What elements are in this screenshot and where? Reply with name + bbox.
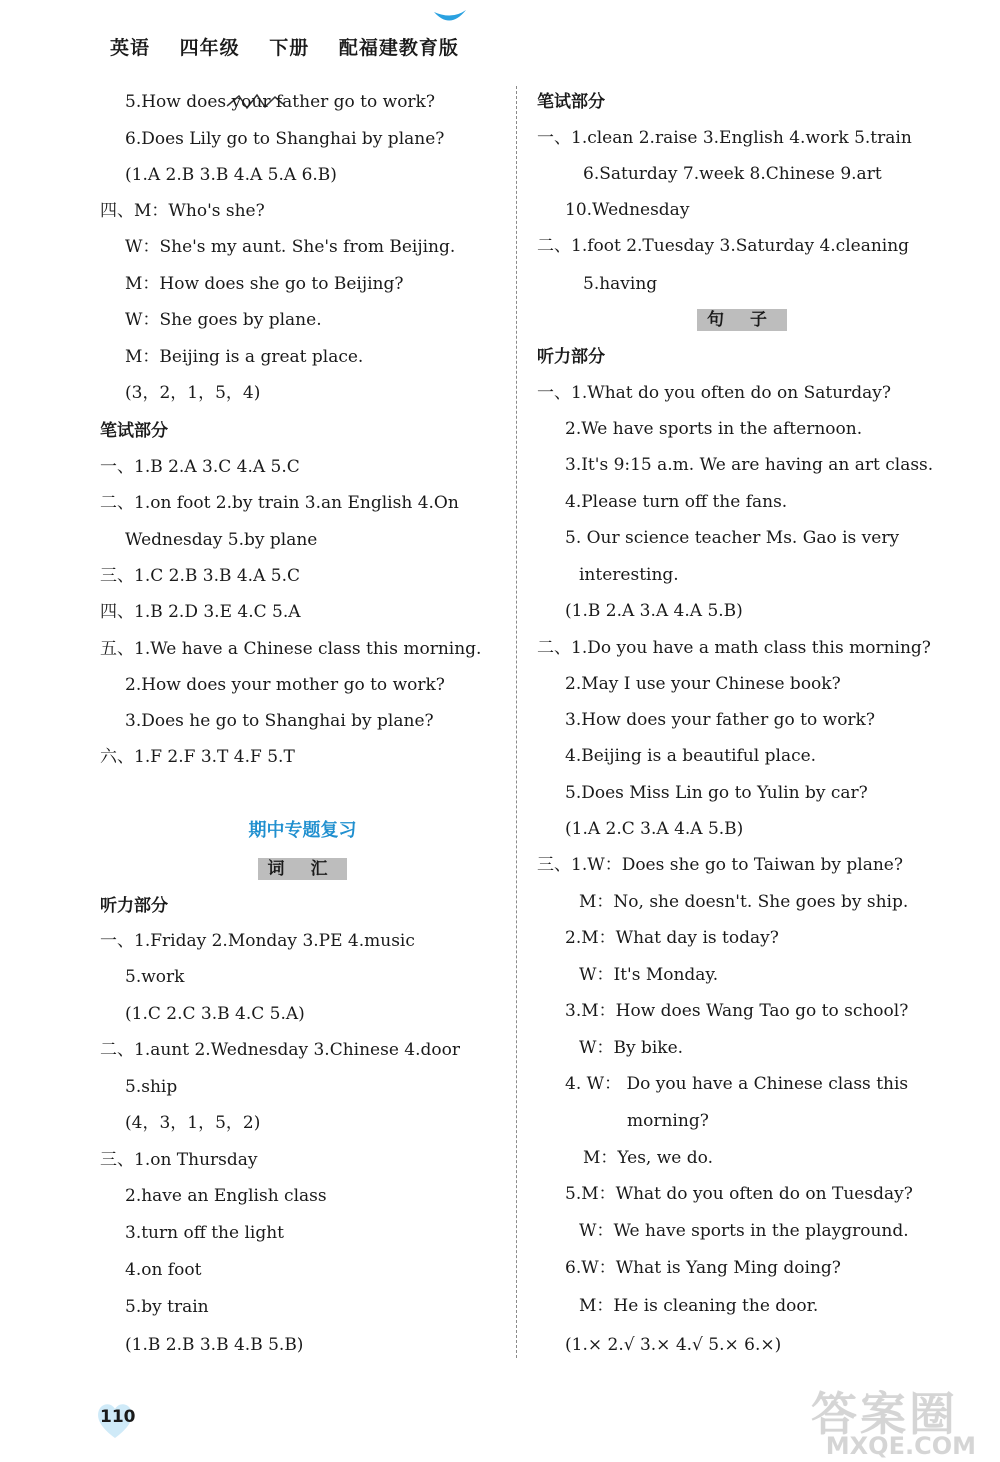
answer-line: 2.How does your mother go to work? bbox=[125, 675, 445, 695]
answer-line: M：No, she doesn't. She goes by ship. bbox=[579, 892, 909, 912]
page-number: 110 bbox=[100, 1407, 136, 1427]
vocabulary-section-tag bbox=[100, 858, 505, 880]
answer-line: W：She's my aunt. She's from Beijing. bbox=[125, 237, 456, 257]
swoosh-logo-icon bbox=[432, 8, 468, 28]
answer-line: 10.Wednesday bbox=[565, 200, 690, 220]
answer-line: 三、1.W：Does she go to Taiwan by plane? bbox=[537, 855, 903, 875]
answer-line: (1.B 2.B 3.B 4.B 5.B) bbox=[125, 1335, 304, 1355]
section-heading: 听力部分 bbox=[100, 896, 168, 916]
answer-line: 二、1.Do you have a math class this morning? bbox=[537, 638, 931, 658]
answer-line: 3.turn off the light bbox=[125, 1223, 284, 1243]
answer-line: 2.May I use your Chinese book? bbox=[565, 674, 841, 694]
header-subject: 英语 bbox=[110, 37, 151, 59]
vocabulary-tag-label: 词 汇 bbox=[258, 858, 348, 880]
answer-line: 5.having bbox=[583, 274, 658, 294]
watermark-logo-text: 答案圈 bbox=[811, 1387, 958, 1441]
answer-line: 二、1.foot 2.Tuesday 3.Saturday 4.cleaning bbox=[537, 236, 910, 256]
answer-line: 一、1.What do you often do on Saturday? bbox=[537, 383, 892, 403]
site-watermark bbox=[780, 1378, 980, 1462]
answer-line: 5.ship bbox=[125, 1077, 178, 1097]
answer-line: 3.How does your father go to work? bbox=[565, 710, 875, 730]
answer-line: 一、1.Friday 2.Monday 3.PE 4.music bbox=[100, 931, 415, 951]
header-grade: 四年级 bbox=[179, 37, 240, 59]
answer-line: 5.Does Miss Lin go to Yulin by car? bbox=[565, 783, 868, 803]
answer-line: 2.have an English class bbox=[125, 1186, 327, 1206]
answer-line: 3.M：How does Wang Tao go to school? bbox=[565, 1001, 909, 1021]
answer-line: 一、1.B 2.A 3.C 4.A 5.C bbox=[100, 457, 300, 477]
answer-line: 5.M：What do you often do on Tuesday? bbox=[565, 1184, 913, 1204]
section-heading: 听力部分 bbox=[537, 347, 605, 367]
answer-line: 6.Does Lily go to Shanghai by plane? bbox=[125, 129, 445, 149]
section-heading: 笔试部分 bbox=[537, 92, 605, 112]
answer-line: (1.C 2.C 3.B 4.C 5.A) bbox=[125, 1004, 305, 1024]
answer-line: 6.Saturday 7.week 8.Chinese 9.art bbox=[583, 164, 882, 184]
answer-line: 5.How does your father go to work? bbox=[125, 92, 435, 112]
answer-line: M：Yes, we do. bbox=[583, 1148, 713, 1168]
answer-line: W：It's Monday. bbox=[579, 965, 719, 985]
answer-line: interesting. bbox=[579, 565, 679, 585]
answer-line: M：He is cleaning the door. bbox=[579, 1296, 819, 1316]
header-term: 下册 bbox=[269, 37, 310, 59]
answer-line: M：Beijing is a great place. bbox=[125, 347, 364, 367]
answer-line: Wednesday 5.by plane bbox=[125, 530, 318, 550]
answer-line: M：How does she go to Beijing? bbox=[125, 274, 404, 294]
answer-line: 二、1.on foot 2.by train 3.an English 4.On bbox=[100, 493, 459, 513]
column-divider bbox=[516, 86, 517, 1358]
section-heading: 笔试部分 bbox=[100, 421, 168, 441]
answer-line: 2.We have sports in the afternoon. bbox=[565, 419, 863, 439]
answer-line: 二、1.aunt 2.Wednesday 3.Chinese 4.door bbox=[100, 1040, 461, 1060]
page-header bbox=[110, 33, 481, 60]
answer-line: 四、1.B 2.D 3.E 4.C 5.A bbox=[100, 602, 301, 622]
answer-line: 3.It's 9:15 a.m. We are having an art class. bbox=[565, 455, 934, 475]
answer-line: 4. W： Do you have a Chinese class this bbox=[565, 1074, 909, 1094]
answer-line: W：She goes by plane. bbox=[125, 310, 322, 330]
header-edition: 配福建教育版 bbox=[338, 37, 459, 59]
answer-line: 5.work bbox=[125, 967, 185, 987]
answer-line: 4.Beijing is a beautiful place. bbox=[565, 746, 817, 766]
answer-line: 5. Our science teacher Ms. Gao is very bbox=[565, 528, 900, 548]
answer-line: 6.W：What is Yang Ming doing? bbox=[565, 1258, 841, 1278]
answer-line: 3.Does he go to Shanghai by plane? bbox=[125, 711, 434, 731]
answer-line: (1.× 2.√ 3.× 4.√ 5.× 6.×) bbox=[565, 1335, 782, 1355]
answer-line: W：By bike. bbox=[579, 1038, 684, 1058]
answer-line: 六、1.F 2.F 3.T 4.F 5.T bbox=[100, 747, 295, 767]
sentence-tag-label: 句 子 bbox=[697, 309, 787, 331]
answer-line: 5.by train bbox=[125, 1297, 209, 1317]
answer-line: (4，3，1，5，2) bbox=[125, 1113, 261, 1133]
answer-line: W：We have sports in the playground. bbox=[579, 1221, 909, 1241]
watermark-url-text: MXQE.COM bbox=[825, 1432, 976, 1460]
answer-line: 2.M：What day is today? bbox=[565, 928, 779, 948]
answer-line: 4.Please turn off the fans. bbox=[565, 492, 788, 512]
answer-line: (1.A 2.B 3.B 4.A 5.A 6.B) bbox=[125, 165, 337, 185]
answer-line: 三、1.on Thursday bbox=[100, 1150, 258, 1170]
answer-line: 一、1.clean 2.raise 3.English 4.work 5.train bbox=[537, 128, 912, 148]
answer-line: (1.B 2.A 3.A 4.A 5.B) bbox=[565, 601, 743, 621]
sentence-section-tag bbox=[537, 309, 947, 331]
answer-line: (1.A 2.C 3.A 4.A 5.B) bbox=[565, 819, 744, 839]
answer-line: 五、1.We have a Chinese class this morning. bbox=[100, 639, 482, 659]
midterm-review-title: 期中专题复习 bbox=[248, 820, 357, 841]
answer-line: 三、1.C 2.B 3.B 4.A 5.C bbox=[100, 566, 300, 586]
answer-line: morning? bbox=[627, 1111, 709, 1131]
answer-line: 四、M：Who's she? bbox=[100, 201, 265, 221]
answer-line: 4.on foot bbox=[125, 1260, 202, 1280]
answer-line: (3，2，1，5，4) bbox=[125, 383, 261, 403]
